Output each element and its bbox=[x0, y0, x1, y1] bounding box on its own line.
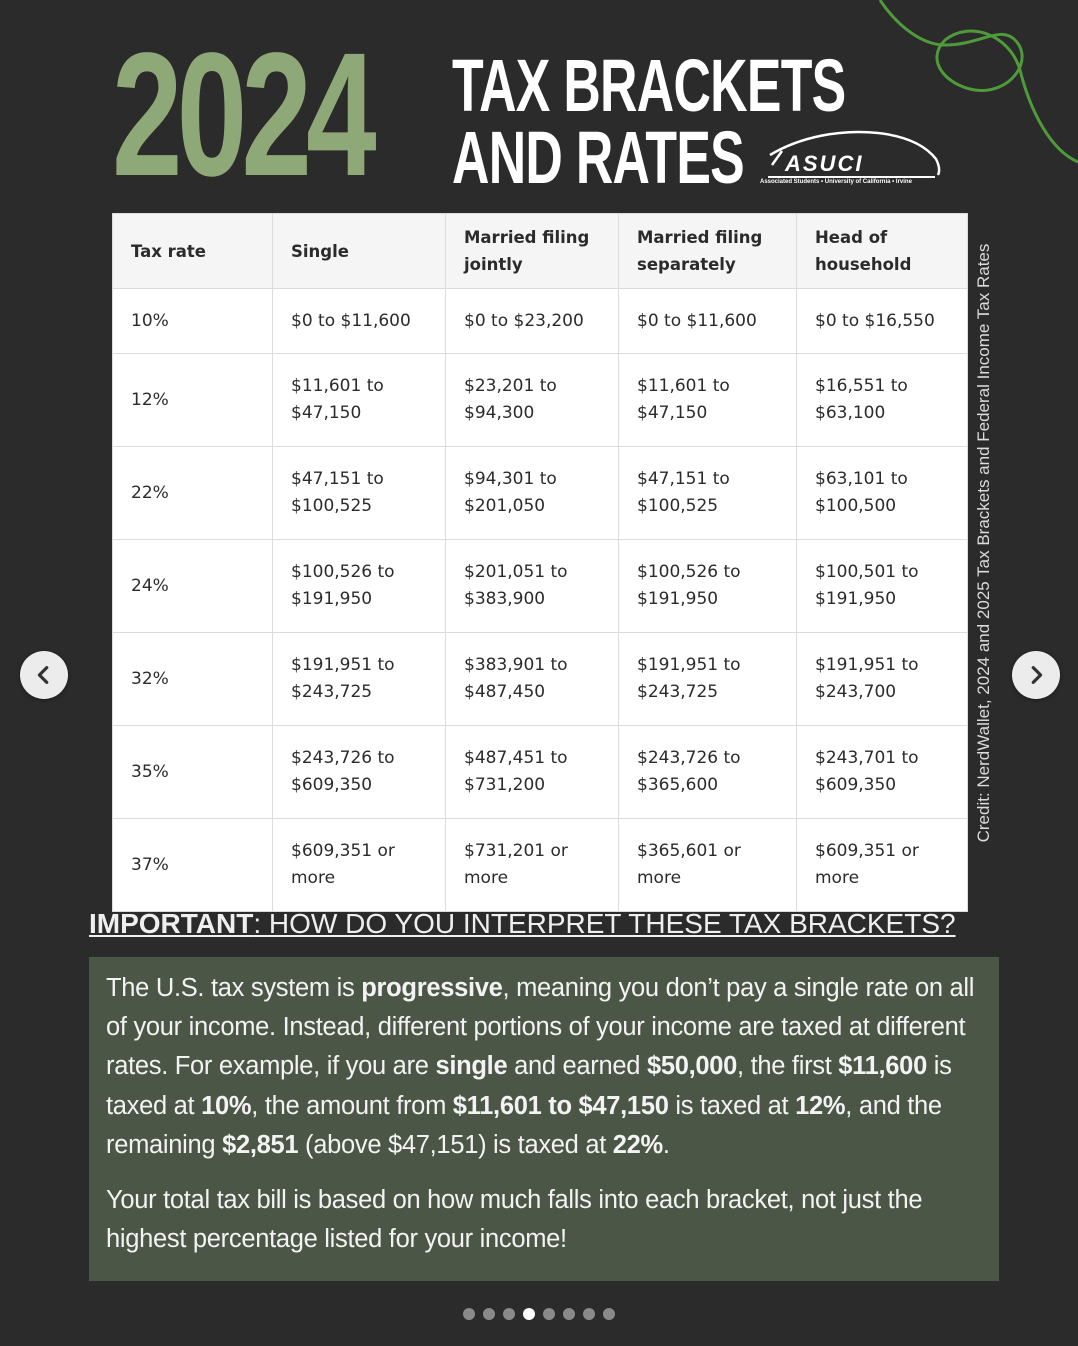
table-cell: $487,451 to $731,200 bbox=[446, 726, 619, 819]
important-label: IMPORTANT bbox=[89, 908, 254, 939]
table-row bbox=[113, 819, 968, 912]
emphasis-text: 22% bbox=[612, 1130, 663, 1159]
table-cell: $201,051 to $383,900 bbox=[446, 540, 619, 633]
table-cell: $47,151 to $100,525 bbox=[273, 447, 446, 540]
table-row bbox=[113, 540, 968, 633]
logo-subtext: Associated Students • University of California • Irvine bbox=[760, 179, 912, 185]
body-text: , and the remaining bbox=[106, 1091, 942, 1159]
table-cell: $100,526 to $191,950 bbox=[619, 540, 797, 633]
table-row bbox=[113, 633, 968, 726]
title-line-1: TAX BRACKETS bbox=[452, 44, 846, 127]
table-cell: $94,301 to $201,050 bbox=[446, 447, 619, 540]
table-row bbox=[113, 289, 968, 354]
important-question: : HOW DO YOU INTERPRET THESE TAX BRACKETS? bbox=[253, 908, 956, 939]
body-text: The U.S. tax system is bbox=[106, 974, 362, 1002]
chevron-left-icon bbox=[33, 664, 55, 686]
body-text: , the first bbox=[737, 1052, 839, 1081]
asuci-logo bbox=[760, 125, 945, 193]
body-text: . bbox=[662, 1130, 670, 1159]
table-cell: $383,901 to $487,450 bbox=[446, 633, 619, 726]
logo-text: ASUCI bbox=[785, 151, 864, 176]
table-cell: $191,951 to $243,725 bbox=[273, 633, 446, 726]
rate-cell: 24% bbox=[113, 540, 273, 633]
emphasis-text: 12% bbox=[795, 1091, 846, 1120]
credit-text: Credit: NerdWallet, 2024 and 2025 Tax Brackets and Federal Income Tax Rates bbox=[974, 243, 993, 843]
year-heading: 2024 bbox=[112, 17, 371, 213]
carousel-dot[interactable] bbox=[543, 1308, 555, 1320]
table-cell: $731,201 or more bbox=[446, 819, 619, 912]
table-cell: $100,501 to $191,950 bbox=[797, 540, 968, 633]
body-text: and earned bbox=[507, 1052, 647, 1081]
tax-brackets-table bbox=[112, 213, 968, 912]
rate-cell: 10% bbox=[113, 289, 273, 354]
table-cell: $365,601 or more bbox=[619, 819, 797, 912]
carousel-next-button[interactable] bbox=[1012, 651, 1060, 699]
table-cell: $243,726 to $609,350 bbox=[273, 726, 446, 819]
header-single: Single bbox=[273, 214, 446, 289]
table-cell: $191,951 to $243,700 bbox=[797, 633, 968, 726]
header-head-of-household: Head of household bbox=[797, 214, 968, 289]
table-cell: $243,726 to $365,600 bbox=[619, 726, 797, 819]
header-married-separately: Married filing separately bbox=[619, 214, 797, 289]
table-cell: $609,351 or more bbox=[797, 819, 968, 912]
chevron-right-icon bbox=[1025, 664, 1047, 686]
body-text: , the amount from bbox=[251, 1091, 453, 1120]
emphasis-text: single bbox=[435, 1052, 508, 1081]
table-cell: $11,601 to $47,150 bbox=[273, 354, 446, 447]
emphasis-text: 10% bbox=[201, 1091, 252, 1120]
table-cell: $191,951 to $243,725 bbox=[619, 633, 797, 726]
important-heading bbox=[89, 905, 1009, 943]
carousel-dot[interactable] bbox=[603, 1308, 615, 1320]
carousel-indicators bbox=[463, 1308, 615, 1320]
carousel-prev-button[interactable] bbox=[20, 651, 68, 699]
body-text: is taxed at bbox=[668, 1091, 796, 1120]
body-text: is taxed at bbox=[106, 1052, 952, 1120]
title-line-2: AND RATES bbox=[452, 116, 745, 199]
table-row bbox=[113, 447, 968, 540]
table-cell: $63,101 to $100,500 bbox=[797, 447, 968, 540]
emphasis-text: $2,851 bbox=[222, 1130, 299, 1159]
explanation-paragraph-2: Your total tax bill is based on how much falls into each bracket, not just the highest percentage listed for your income! bbox=[106, 1186, 923, 1254]
carousel-dot[interactable] bbox=[483, 1308, 495, 1320]
carousel-dot[interactable] bbox=[503, 1308, 515, 1320]
carousel-dot[interactable] bbox=[583, 1308, 595, 1320]
table-cell: $0 to $11,600 bbox=[619, 289, 797, 354]
table-cell: $0 to $11,600 bbox=[273, 289, 446, 354]
table-cell: $23,201 to $94,300 bbox=[446, 354, 619, 447]
body-text: (above $47,151) is taxed at bbox=[298, 1130, 613, 1159]
emphasis-text: progressive bbox=[361, 974, 503, 1002]
rate-cell: 12% bbox=[113, 354, 273, 447]
table-cell: $16,551 to $63,100 bbox=[797, 354, 968, 447]
explanation-paragraph-1 bbox=[106, 969, 981, 1165]
carousel-dot[interactable] bbox=[523, 1308, 535, 1320]
emphasis-text: $50,000 bbox=[646, 1052, 738, 1081]
table-cell: $47,151 to $100,525 bbox=[619, 447, 797, 540]
carousel-dot[interactable] bbox=[463, 1308, 475, 1320]
table-cell: $0 to $23,200 bbox=[446, 289, 619, 354]
rate-cell: 32% bbox=[113, 633, 273, 726]
rate-cell: 37% bbox=[113, 819, 273, 912]
table-row bbox=[113, 726, 968, 819]
carousel-dot[interactable] bbox=[563, 1308, 575, 1320]
table-header-row bbox=[113, 214, 968, 289]
table-cell: $609,351 or more bbox=[273, 819, 446, 912]
table-cell: $243,701 to $609,350 bbox=[797, 726, 968, 819]
table-cell: $11,601 to $47,150 bbox=[619, 354, 797, 447]
emphasis-text: $11,601 to $47,150 bbox=[452, 1091, 669, 1120]
rate-cell: 35% bbox=[113, 726, 273, 819]
emphasis-text: $11,600 bbox=[838, 1052, 927, 1081]
body-text: , meaning you don’t pay a single rate on all of your income. Instead, different portions of your income are taxed at different rates. For example, if you are bbox=[106, 974, 975, 1081]
explanation-box bbox=[89, 957, 999, 1281]
header-married-jointly: Married filing jointly bbox=[446, 214, 619, 289]
table-cell: $100,526 to $191,950 bbox=[273, 540, 446, 633]
header-tax-rate: Tax rate bbox=[113, 214, 273, 289]
table-row bbox=[113, 354, 968, 447]
rate-cell: 22% bbox=[113, 447, 273, 540]
table-cell: $0 to $16,550 bbox=[797, 289, 968, 354]
